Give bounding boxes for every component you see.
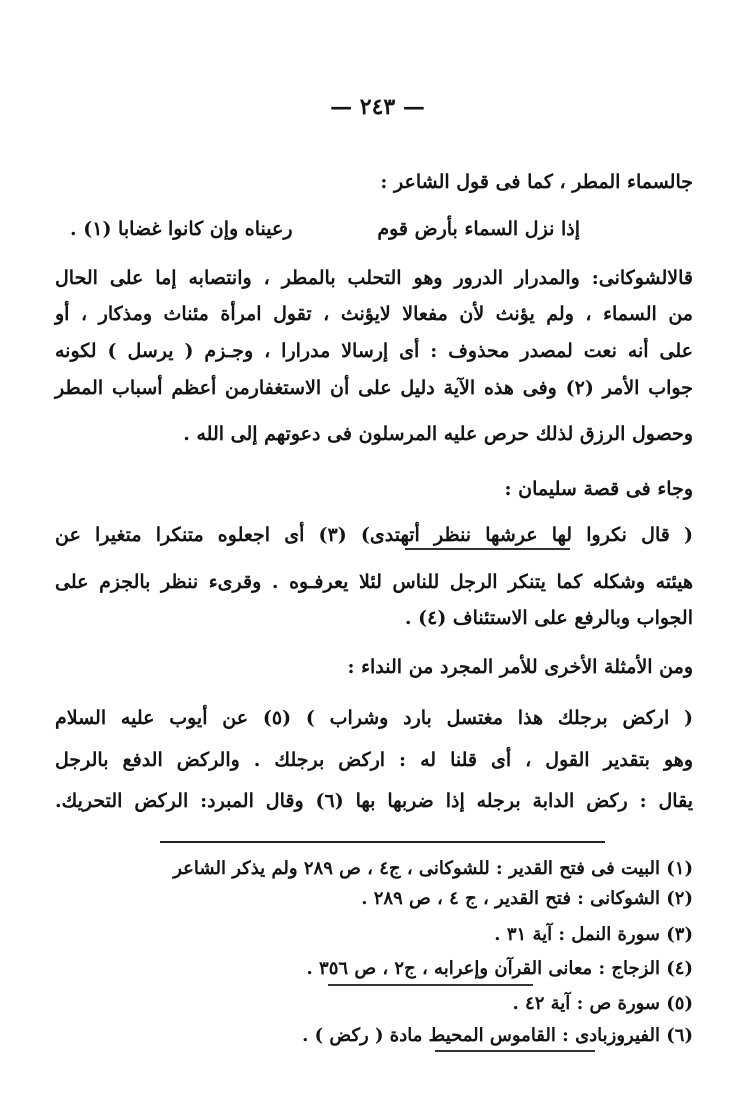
- body-line: الجواب وبالرفع على الاستئناف (٤) .: [404, 607, 693, 629]
- body-line: وجاء فى قصة سليمان :: [504, 478, 693, 500]
- footnote-1: (١) البيت فى فتح القدير : للشوكانى ، ج٤ ، ص ٢٨٩ ولم يذكر الشاعر: [173, 858, 693, 879]
- page-number: — ٢٤٣ —: [330, 94, 425, 120]
- body-line: ( اركض برجلك هذا مغتسل بارد وشراب ) (٥) عن أيوب عليه السلام: [55, 707, 693, 729]
- body-line: هيئته وشكله كما يتنكر الرجل للناس لئلا يعرفـوه . وقرىء ننظر بالجزم على: [55, 571, 693, 593]
- body-line: جواب الأمر (٢) وفى هذه الآية دليل على أن الاستغفارمن أعظم أسباب المطر: [55, 377, 693, 399]
- body-line: وهو بتقدير القول ، أى قلنا له : اركض برجلك . والركض الدفع بالرجل: [55, 749, 693, 771]
- footnote-3: (٣) سورة النمل : آية ٣١ .: [494, 924, 693, 945]
- body-line: قالالشوكانى: والمدرار الدرور وهو التحلب بالمطر ، وانتصابه إما على الحال: [55, 267, 693, 289]
- footnote-4: (٤) الزجاج : معانى القرآن وإعرابه ، ج٢ ، ص ٣٥٦ .: [306, 958, 693, 979]
- body-line: على أنه نعت لمصدر محذوف : أى إرسالا مدرارا ، وجـزم ( يرسل ) لكونه: [55, 340, 693, 362]
- footnote-2: (٢) الشوكانى : فتح القدير ، ج ٤ ، ص ٢٨٩ .: [361, 888, 693, 909]
- body-line-intro: جالسماء المطر ، كما فى قول الشاعر :: [380, 171, 693, 193]
- footnote-separator: [160, 841, 605, 843]
- body-line: وحصول الرزق لذلك حرص عليه المرسلون فى دعوتهم إلى الله .: [183, 423, 693, 445]
- footnote-6: (٦) الفيروزبادى : القاموس المحيط مادة ( ركض ) .: [302, 1025, 693, 1046]
- body-line: ومن الأمثلة الأخرى للأمر المجرد من النداء :: [347, 656, 693, 678]
- footnote-6-underline: [435, 1050, 595, 1052]
- body-line: ( قال نكروا لها عرشها ننظر أتهتدى) (٣) أى اجعلوه متنكرا متغيرا عن: [55, 524, 693, 546]
- quran-underline: [405, 548, 570, 550]
- footnote-4-underline: [328, 984, 533, 986]
- verse-second-hemistich: رعيناه وإن كانوا غضابا (١) .: [70, 218, 293, 240]
- body-line: يقال : ركض الدابة برجله إذا ضربها بها (٦) وقال المبرد: الركض التحريك.: [55, 790, 693, 812]
- verse-first-hemistich: إذا نزل السماء بأرض قوم: [377, 218, 580, 240]
- footnote-5: (٥) سورة ص : آية ٤٢ .: [512, 993, 693, 1014]
- body-line: من السماء ، ولم يؤنث لأن مفعالا لايؤنث ، تقول امرأة مئناث ومذكار ، أو: [55, 303, 693, 325]
